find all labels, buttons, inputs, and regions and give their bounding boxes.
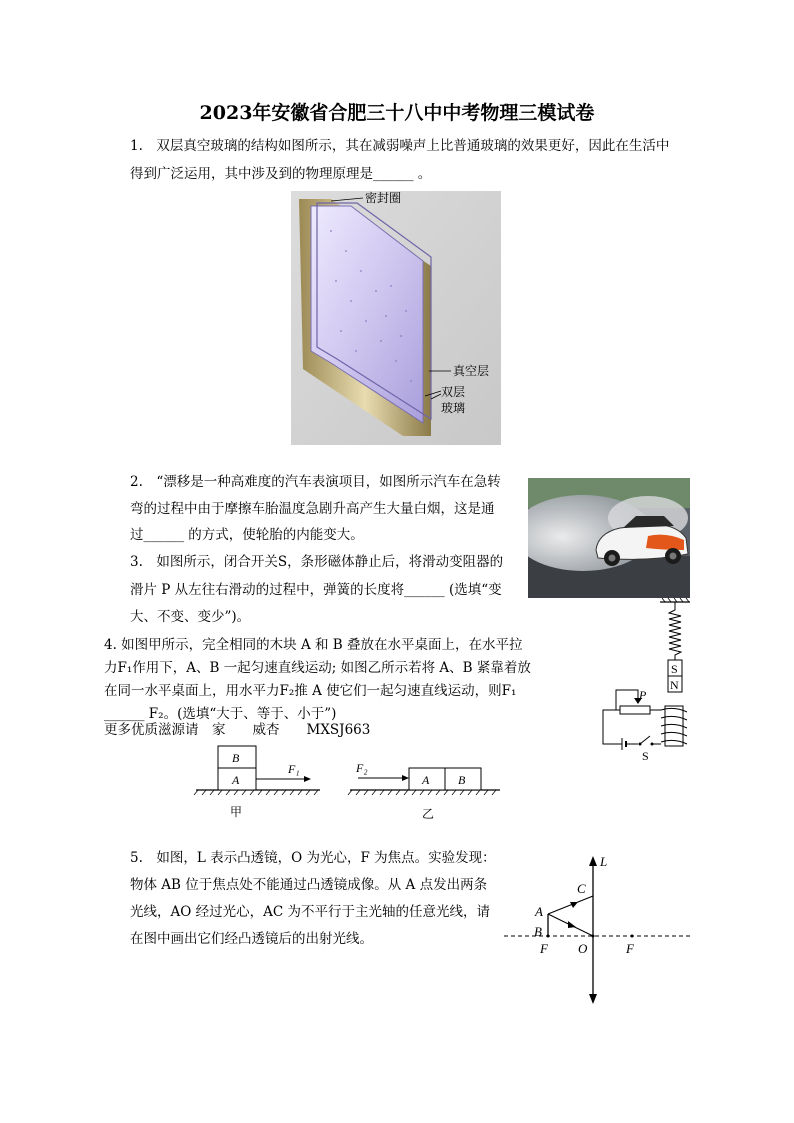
q1-text-line1: 1. 双层真空玻璃的结构如图所示，其在减弱噪声上比普通玻璃的效果更好，因此在生活中 — [130, 138, 670, 154]
label-vacuum-layer: 真空层 — [453, 364, 490, 378]
convex-lens-figure — [500, 850, 696, 1008]
page-title: 2023年安徽省合肥三十八中中考物理三模试卷 — [199, 102, 595, 124]
switch — [640, 736, 650, 744]
label-f1: F₁ — [288, 762, 300, 776]
q2-text-line2: 弯的过程中由于摩擦车胎温度急剧升高产生大量白烟，这是通 — [130, 501, 495, 517]
rheostat — [620, 706, 650, 714]
label-o: O — [578, 941, 588, 956]
label-a: A — [535, 904, 543, 919]
focal-point-left — [547, 935, 550, 938]
q2-text-line1: 2. “漂移是一种高难度的汽车表演项目，如图所示汽车在急转 — [130, 474, 501, 490]
q4-text-line1: 4. 如图甲所示，完全相同的木块 A 和 B 叠放在水平桌面上，在水平拉 — [104, 637, 523, 653]
label-glass: 玻璃 — [441, 401, 466, 415]
caption-yi: 乙 — [422, 807, 435, 821]
q1-text-line2: 得到广泛运用，其中涉及到的物理原理是______ 。 — [130, 166, 432, 182]
q3-text-line1: 3. 如图所示，闭合开关S，条形磁体静止后，将滑动变阻器的 — [130, 554, 504, 570]
caption-jia: 甲 — [230, 805, 243, 819]
label-p: P — [639, 688, 647, 702]
label-s-pole: S — [671, 662, 678, 676]
q4-text-line4: ______ F₂。(选填“大于、等于、小于”) — [104, 706, 337, 722]
label-b: B — [534, 924, 542, 939]
label-block-b-1: B — [232, 751, 240, 765]
q3-text-line2: 滑片 P 从左往右滑动的过程中，弹簧的长度将______ (选填“变 — [130, 582, 502, 598]
q5-text-line2: 物体 AB 位于焦点处不能通过凸透镜成像。从 A 点发出两条 — [130, 877, 488, 893]
label-f-left: F — [540, 941, 548, 956]
ray-ac — [548, 896, 593, 914]
q2-text-line3: 过______ 的方式，使轮胎的内能变大。 — [130, 527, 364, 543]
spring — [669, 602, 681, 660]
electromagnet-circuit-figure — [598, 598, 698, 764]
label-block-a-1: A — [232, 773, 240, 787]
q4-text-line3: 在同一水平桌面上，用水平力F₂推 A 使它们一起匀速直线运动，则F₁ — [104, 683, 517, 699]
q4-text-line2: 力F₁作用下，A、B 一起匀速直线运动; 如图乙所示若将 A、B 紧靠着放 — [104, 660, 531, 676]
q5-text-line3: 光线，AO 经过光心，AC 为不平行于主光轴的任意光线，请 — [130, 904, 490, 920]
optical-center — [592, 935, 595, 938]
focal-point-right — [631, 935, 634, 938]
q3-text-line3: 大、不变、变少”)。 — [130, 609, 251, 625]
label-seal: 密封圈 — [365, 191, 402, 205]
footer-watermark-text: 更多优质滋源请 家 威杏 MXSJ663 — [104, 722, 371, 738]
label-c: C — [577, 881, 586, 896]
label-block-a-2: A — [422, 773, 430, 787]
label-f2: F₂ — [356, 761, 368, 775]
q5-text-line4: 在图中画出它们经凸透镜后的出射光线。 — [130, 931, 373, 947]
label-switch: S — [642, 749, 649, 763]
label-double: 双层 — [441, 385, 466, 399]
label-n-pole: N — [670, 678, 679, 692]
label-f-right: F — [626, 941, 634, 956]
label-lens-l: L — [600, 854, 608, 869]
vacuum-glass-figure — [291, 191, 501, 445]
q5-text-line1: 5. 如图，L 表示凸透镜，O 为光心，F 为焦点。实验发现： — [130, 850, 496, 866]
label-block-b-2: B — [458, 773, 466, 787]
blocks-figure — [190, 742, 510, 824]
drifting-car-photo — [528, 478, 690, 598]
